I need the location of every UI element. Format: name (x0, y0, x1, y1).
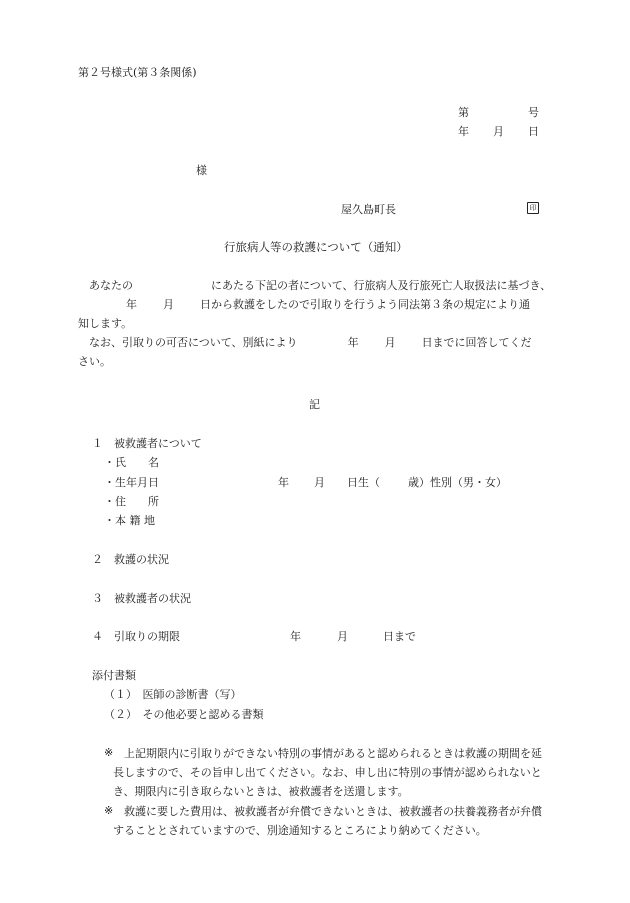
date-year: 年 (458, 125, 469, 138)
note-mark: ※ (104, 746, 114, 759)
name-label: ・氏 名 (104, 456, 159, 469)
birth-year: 年 (278, 476, 289, 489)
doc-number-prefix: 第 (458, 106, 469, 119)
deadline-month: 月 (337, 630, 348, 643)
note-1-cont (113, 763, 542, 801)
body-line5: さい。 (78, 355, 111, 368)
body-line2b: 日から救護をしたので引取りを行うよう同法第３条の規定により通 (200, 298, 530, 311)
note-line: 上記期限内に引取りができない特別の事情があると認められるときは救護の期間を延 (124, 747, 542, 760)
deadline-day: 日まで (383, 630, 416, 643)
body-line2-year: 年 (126, 298, 137, 311)
body-line1a: あなたの (89, 279, 133, 292)
note-2 (124, 802, 542, 821)
note-line: 救護に要した費用は、被救護者が弁償できないときは、被救護者の扶養義務者が弁償 (124, 805, 542, 818)
form-number: 第２号様式(第３条関係) (78, 66, 197, 79)
domicile-label: ・本 籍 地 (104, 514, 155, 527)
attachment-item: （１） 医師の診断書（写） (104, 688, 242, 701)
doc-number-suffix: 号 (528, 106, 539, 119)
section4-heading: ４ 引取りの期限 (92, 630, 180, 643)
body-line4-month: 月 (384, 336, 396, 349)
note-1 (124, 744, 542, 763)
note-line: することとされていますので、別途通知するところにより納めてください。 (113, 824, 487, 837)
age-gender: 歳）性別（男・女） (408, 476, 507, 489)
address-label: ・住 所 (104, 495, 159, 508)
body-line3: 知します。 (78, 317, 133, 330)
birth-day: 日生（ (347, 476, 380, 489)
body-paragraph (78, 276, 551, 371)
date-day: 日 (528, 125, 539, 138)
ki-heading: 記 (309, 398, 320, 411)
section1-heading: １ 被救護者について (92, 437, 202, 450)
attachment-item: （２） その他必要と認める書類 (104, 708, 264, 721)
addressee-suffix: 様 (196, 164, 207, 177)
body-line4-year: 年 (347, 336, 359, 349)
body-line4b: 日までに回答してくだ (421, 336, 532, 349)
note-line: 長しますので、その旨申し出てください。なお、申し出に特別の事情が認められないと (113, 766, 542, 779)
body-line2-month: 月 (163, 298, 174, 311)
document-title: 行旅病人等の救護について（通知） (224, 240, 408, 254)
birth-label: ・生年月日 (104, 476, 159, 489)
deadline-year: 年 (290, 630, 301, 643)
date-month: 月 (493, 125, 504, 138)
note-2-cont (113, 821, 487, 840)
attachments-heading: 添付書類 (92, 669, 136, 682)
birth-month: 月 (314, 476, 325, 489)
body-line1b: にあたる下記の者について、行旅病人及行旅死亡人取扱法に基づき、 (211, 279, 552, 292)
note-line: き、期限内に引き取らないときは、被救護者を送還します。 (113, 785, 409, 798)
section3-heading: ３ 被救護者の状況 (92, 592, 191, 605)
sender-title: 屋久島町長 (341, 203, 396, 216)
seal-mark: 印 (527, 202, 539, 214)
note-mark: ※ (104, 804, 114, 817)
section2-heading: ２ 救護の状況 (92, 553, 169, 566)
body-line4a: なお、引取りの可否について、別紙により (89, 336, 298, 349)
